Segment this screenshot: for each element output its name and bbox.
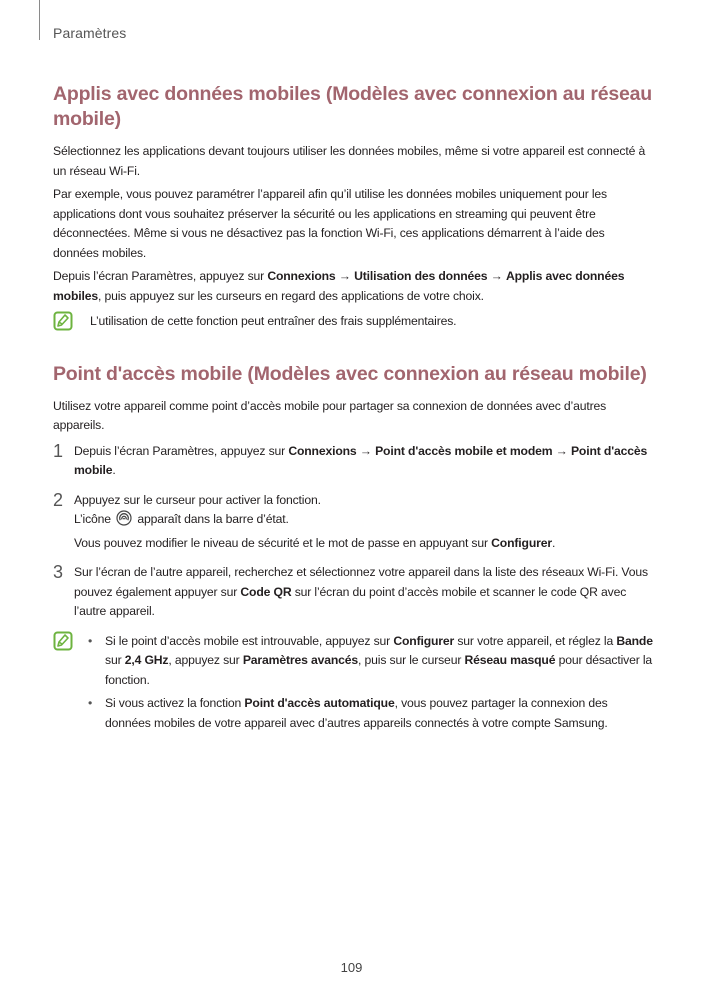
note-text: L’utilisation de cette fonction peut entraîner des frais supplémentaires.: [90, 314, 457, 328]
note-pencil-icon: [53, 631, 73, 651]
running-header: Paramètres: [53, 25, 127, 41]
step-text: Vous pouvez modifier le niveau de sécurité et le mot de passe en appuyant sur Configurer.: [74, 535, 556, 550]
paragraph: Par exemple, vous pouvez paramétrer l’appareil afin qu’il utilise les données mobiles uniquement pour les applications dont vous souhaitez préserver la sécurité ou les applications en streaming qui peuvent être déconnectées. Même si vous ne désactivez pas la fonction Wi-Fi, ces applications démarrent à l’aide des données mobiles.: [53, 187, 607, 260]
paragraph-instructions: Depuis l’écran Paramètres, appuyez sur Connexions → Utilisation des données → Applis avec données mobiles, puis appuyez sur les curseurs en regard des applications de votre choix.: [53, 269, 625, 303]
section-heading: Applis avec données mobiles (Modèles avec connexion au réseau mobile): [53, 83, 653, 130]
note: [53, 312, 653, 332]
note-item: • Si vous activez la fonction Point d'accès automatique, vous pouvez partager la connexion des données mobiles de votre appareil avec d’autres appareils connectés à votre compte Samsung.: [88, 696, 608, 730]
step-2: [53, 491, 653, 558]
paragraph: Sélectionnez les applications devant toujours utiliser les données mobiles, même si votre appareil est connecté à un réseau Wi-Fi.: [53, 144, 646, 178]
note-item: • Si le point d’accès mobile est introuvable, appuyez sur Configurer sur votre appareil, et réglez la Bande sur 2,4 GHz, appuyez sur Paramètres avancés, puis sur le curseur Réseau masqué pour désactiver la fonction.: [88, 633, 653, 687]
note-list: [86, 632, 653, 738]
step-text: Appuyez sur le curseur pour activer la fonction.: [74, 492, 321, 507]
page-content: [53, 82, 653, 737]
step-text: Sur l’écran de l’autre appareil, recherchez et sélectionnez votre appareil dans la liste des réseaux Wi-Fi. Vous pouvez également appuyer sur Code QR sur l’écran du point d’accès mobile et scanner le code QR avec l’autre appareil.: [74, 565, 648, 618]
hotspot-icon: [116, 510, 132, 526]
paragraph: Utilisez votre appareil comme point d’accès mobile pour partager sa connexion de données avec d’autres appareils.: [53, 398, 607, 432]
menu-path-data-usage: Utilisation des données: [354, 269, 488, 283]
step-3: [53, 563, 653, 626]
header-divider: [39, 0, 40, 40]
note: [53, 632, 653, 738]
step-text: Depuis l’écran Paramètres, appuyez sur Connexions → Point d'accès mobile et modem → Point d'accès mobile.: [74, 443, 648, 477]
menu-path-mobile-data-apps: Applis avec données mobiles: [53, 269, 625, 303]
menu-path-connexions: Connexions: [267, 269, 336, 283]
section-heading: Point d'accès mobile (Modèles avec connexion au réseau mobile): [53, 362, 647, 385]
step-1: [53, 442, 653, 485]
section-mobile-data-apps: [53, 82, 653, 332]
step-number: 2: [53, 489, 64, 510]
section-mobile-hotspot: [53, 362, 653, 738]
page-number: 109: [340, 960, 363, 975]
step-number: 3: [53, 562, 64, 582]
step-text: L’icône apparaît dans la barre d’état.: [74, 512, 289, 526]
step-number: 1: [53, 440, 64, 461]
note-pencil-icon: [53, 311, 73, 331]
